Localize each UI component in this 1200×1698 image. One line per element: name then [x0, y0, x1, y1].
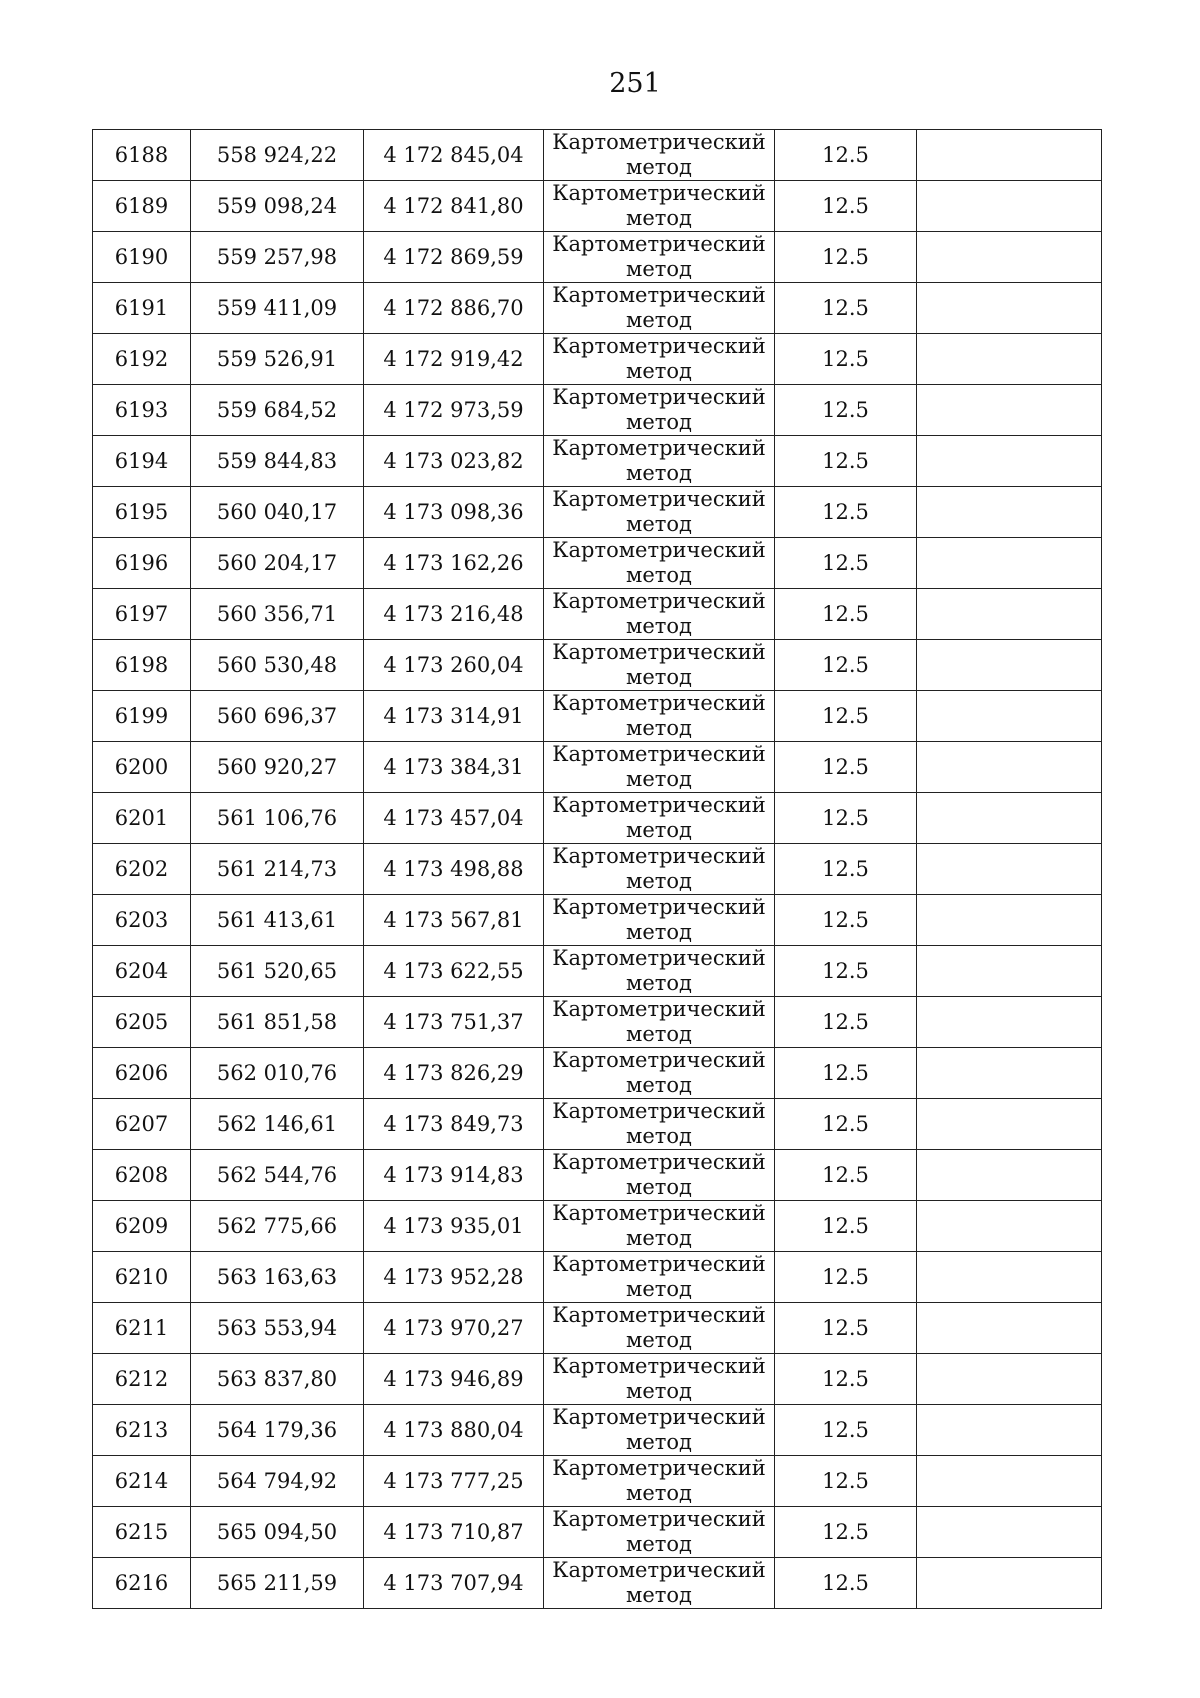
method-line-1: Картометрический [552, 130, 766, 154]
y-coordinate-cell: 4 172 886,70 [364, 283, 544, 334]
method-line-1: Картометрический [552, 691, 766, 715]
method-line-2: метод [626, 767, 692, 791]
page-number: 251 [609, 68, 661, 99]
method-line-1: Картометрический [552, 1201, 766, 1225]
point-number-cell: 6199 [93, 691, 191, 742]
method-line-2: метод [626, 1022, 692, 1046]
method-cell [544, 1558, 775, 1609]
table-row [93, 946, 1102, 997]
empty-cell [917, 1354, 1102, 1405]
method-line-1: Картометрический [552, 385, 766, 409]
precision-cell: 12.5 [775, 640, 917, 691]
empty-cell [917, 946, 1102, 997]
y-coordinate-cell: 4 173 384,31 [364, 742, 544, 793]
method-line-1: Картометрический [552, 997, 766, 1021]
method-line-2: метод [626, 563, 692, 587]
empty-cell [917, 1456, 1102, 1507]
y-coordinate-cell: 4 173 457,04 [364, 793, 544, 844]
method-line-1: Картометрический [552, 436, 766, 460]
y-coordinate-cell: 4 173 707,94 [364, 1558, 544, 1609]
point-number-cell: 6195 [93, 487, 191, 538]
method-line-1: Картометрический [552, 181, 766, 205]
method-line-1: Картометрический [552, 589, 766, 613]
y-coordinate-cell: 4 172 845,04 [364, 130, 544, 181]
method-line-1: Картометрический [552, 1150, 766, 1174]
table-row [93, 130, 1102, 181]
method-line-2: метод [626, 257, 692, 281]
precision-cell: 12.5 [775, 1456, 917, 1507]
empty-cell [917, 1405, 1102, 1456]
y-coordinate-cell: 4 172 869,59 [364, 232, 544, 283]
table-row [93, 1456, 1102, 1507]
precision-cell: 12.5 [775, 538, 917, 589]
method-line-1: Картометрический [552, 1405, 766, 1429]
precision-cell: 12.5 [775, 436, 917, 487]
table-row [93, 1558, 1102, 1609]
table-row [93, 742, 1102, 793]
method-cell [544, 1201, 775, 1252]
table-row [93, 895, 1102, 946]
point-number-cell: 6215 [93, 1507, 191, 1558]
precision-cell: 12.5 [775, 1252, 917, 1303]
precision-cell: 12.5 [775, 334, 917, 385]
y-coordinate-cell: 4 173 023,82 [364, 436, 544, 487]
method-line-2: метод [626, 1124, 692, 1148]
table-row [93, 1150, 1102, 1201]
method-cell [544, 436, 775, 487]
x-coordinate-cell: 561 520,65 [191, 946, 364, 997]
point-number-cell: 6191 [93, 283, 191, 334]
precision-cell: 12.5 [775, 997, 917, 1048]
point-number-cell: 6201 [93, 793, 191, 844]
point-number-cell: 6203 [93, 895, 191, 946]
y-coordinate-cell: 4 172 919,42 [364, 334, 544, 385]
precision-cell: 12.5 [775, 793, 917, 844]
empty-cell [917, 1201, 1102, 1252]
precision-cell: 12.5 [775, 895, 917, 946]
precision-cell: 12.5 [775, 181, 917, 232]
x-coordinate-cell: 562 146,61 [191, 1099, 364, 1150]
empty-cell [917, 1252, 1102, 1303]
precision-cell: 12.5 [775, 487, 917, 538]
coordinates-table-body [93, 130, 1102, 1609]
table-row [93, 538, 1102, 589]
method-cell [544, 640, 775, 691]
method-cell [544, 1405, 775, 1456]
table-row [93, 1048, 1102, 1099]
precision-cell: 12.5 [775, 1507, 917, 1558]
precision-cell: 12.5 [775, 1201, 917, 1252]
method-line-2: метод [626, 869, 692, 893]
method-line-1: Картометрический [552, 283, 766, 307]
method-cell [544, 385, 775, 436]
method-line-2: метод [626, 818, 692, 842]
y-coordinate-cell: 4 173 098,36 [364, 487, 544, 538]
method-line-1: Картометрический [552, 895, 766, 919]
empty-cell [917, 793, 1102, 844]
point-number-cell: 6190 [93, 232, 191, 283]
method-cell [544, 793, 775, 844]
method-line-2: метод [626, 308, 692, 332]
precision-cell: 12.5 [775, 1405, 917, 1456]
precision-cell: 12.5 [775, 691, 917, 742]
precision-cell: 12.5 [775, 1303, 917, 1354]
precision-cell: 12.5 [775, 1354, 917, 1405]
method-cell [544, 487, 775, 538]
x-coordinate-cell: 558 924,22 [191, 130, 364, 181]
method-cell [544, 181, 775, 232]
x-coordinate-cell: 565 094,50 [191, 1507, 364, 1558]
precision-cell: 12.5 [775, 232, 917, 283]
method-cell [544, 1048, 775, 1099]
precision-cell: 12.5 [775, 1099, 917, 1150]
x-coordinate-cell: 560 696,37 [191, 691, 364, 742]
x-coordinate-cell: 561 106,76 [191, 793, 364, 844]
method-line-1: Картометрический [552, 1252, 766, 1276]
method-line-2: метод [626, 512, 692, 536]
precision-cell: 12.5 [775, 1048, 917, 1099]
x-coordinate-cell: 560 920,27 [191, 742, 364, 793]
method-cell [544, 742, 775, 793]
point-number-cell: 6209 [93, 1201, 191, 1252]
empty-cell [917, 640, 1102, 691]
empty-cell [917, 1303, 1102, 1354]
table-row [93, 1354, 1102, 1405]
method-line-1: Картометрический [552, 742, 766, 766]
empty-cell [917, 844, 1102, 895]
point-number-cell: 6202 [93, 844, 191, 895]
x-coordinate-cell: 560 356,71 [191, 589, 364, 640]
empty-cell [917, 895, 1102, 946]
table-row [93, 844, 1102, 895]
empty-cell [917, 1099, 1102, 1150]
y-coordinate-cell: 4 173 751,37 [364, 997, 544, 1048]
method-line-2: метод [626, 1583, 692, 1607]
method-line-1: Картометрический [552, 232, 766, 256]
method-line-2: метод [626, 716, 692, 740]
point-number-cell: 6197 [93, 589, 191, 640]
table-row [93, 1201, 1102, 1252]
y-coordinate-cell: 4 173 216,48 [364, 589, 544, 640]
method-line-2: метод [626, 614, 692, 638]
point-number-cell: 6204 [93, 946, 191, 997]
table-row [93, 232, 1102, 283]
x-coordinate-cell: 561 851,58 [191, 997, 364, 1048]
table-row [93, 283, 1102, 334]
x-coordinate-cell: 562 010,76 [191, 1048, 364, 1099]
y-coordinate-cell: 4 173 880,04 [364, 1405, 544, 1456]
table-row [93, 436, 1102, 487]
x-coordinate-cell: 561 214,73 [191, 844, 364, 895]
y-coordinate-cell: 4 173 952,28 [364, 1252, 544, 1303]
method-line-2: метод [626, 1073, 692, 1097]
empty-cell [917, 997, 1102, 1048]
y-coordinate-cell: 4 173 970,27 [364, 1303, 544, 1354]
method-cell [544, 1507, 775, 1558]
method-cell [544, 283, 775, 334]
empty-cell [917, 1507, 1102, 1558]
method-cell [544, 691, 775, 742]
method-cell [544, 895, 775, 946]
table-row [93, 1507, 1102, 1558]
point-number-cell: 6188 [93, 130, 191, 181]
x-coordinate-cell: 564 179,36 [191, 1405, 364, 1456]
empty-cell [917, 487, 1102, 538]
method-line-2: метод [626, 971, 692, 995]
method-cell [544, 538, 775, 589]
precision-cell: 12.5 [775, 283, 917, 334]
y-coordinate-cell: 4 173 162,26 [364, 538, 544, 589]
method-line-2: метод [626, 1379, 692, 1403]
empty-cell [917, 1558, 1102, 1609]
table-row [93, 1303, 1102, 1354]
x-coordinate-cell: 559 526,91 [191, 334, 364, 385]
empty-cell [917, 1150, 1102, 1201]
x-coordinate-cell: 565 211,59 [191, 1558, 364, 1609]
method-line-2: метод [626, 1328, 692, 1352]
point-number-cell: 6194 [93, 436, 191, 487]
empty-cell [917, 130, 1102, 181]
empty-cell [917, 589, 1102, 640]
y-coordinate-cell: 4 173 935,01 [364, 1201, 544, 1252]
method-line-1: Картометрический [552, 1507, 766, 1531]
table-row [93, 1405, 1102, 1456]
x-coordinate-cell: 559 684,52 [191, 385, 364, 436]
empty-cell [917, 691, 1102, 742]
method-line-2: метод [626, 1481, 692, 1505]
method-line-1: Картометрический [552, 1456, 766, 1480]
method-line-1: Картометрический [552, 1303, 766, 1327]
precision-cell: 12.5 [775, 385, 917, 436]
method-line-2: метод [626, 1430, 692, 1454]
point-number-cell: 6189 [93, 181, 191, 232]
precision-cell: 12.5 [775, 946, 917, 997]
method-line-2: метод [626, 665, 692, 689]
empty-cell [917, 385, 1102, 436]
x-coordinate-cell: 561 413,61 [191, 895, 364, 946]
y-coordinate-cell: 4 172 841,80 [364, 181, 544, 232]
method-cell [544, 232, 775, 283]
method-cell [544, 1150, 775, 1201]
table-row [93, 1252, 1102, 1303]
precision-cell: 12.5 [775, 1150, 917, 1201]
method-line-2: метод [626, 359, 692, 383]
method-cell [544, 946, 775, 997]
method-cell [544, 130, 775, 181]
empty-cell [917, 283, 1102, 334]
point-number-cell: 6196 [93, 538, 191, 589]
method-cell [544, 844, 775, 895]
point-number-cell: 6216 [93, 1558, 191, 1609]
x-coordinate-cell: 560 530,48 [191, 640, 364, 691]
x-coordinate-cell: 559 257,98 [191, 232, 364, 283]
x-coordinate-cell: 564 794,92 [191, 1456, 364, 1507]
y-coordinate-cell: 4 172 973,59 [364, 385, 544, 436]
precision-cell: 12.5 [775, 589, 917, 640]
empty-cell [917, 742, 1102, 793]
y-coordinate-cell: 4 173 914,83 [364, 1150, 544, 1201]
method-line-2: метод [626, 206, 692, 230]
method-line-1: Картометрический [552, 1099, 766, 1123]
table-row [93, 1099, 1102, 1150]
method-line-1: Картометрический [552, 844, 766, 868]
method-line-2: метод [626, 410, 692, 434]
method-cell [544, 1354, 775, 1405]
empty-cell [917, 181, 1102, 232]
precision-cell: 12.5 [775, 844, 917, 895]
table-row [93, 997, 1102, 1048]
method-cell [544, 1099, 775, 1150]
x-coordinate-cell: 559 844,83 [191, 436, 364, 487]
table-row [93, 487, 1102, 538]
y-coordinate-cell: 4 173 498,88 [364, 844, 544, 895]
empty-cell [917, 334, 1102, 385]
x-coordinate-cell: 559 411,09 [191, 283, 364, 334]
method-line-1: Картометрический [552, 487, 766, 511]
point-number-cell: 6206 [93, 1048, 191, 1099]
table-row [93, 589, 1102, 640]
x-coordinate-cell: 563 837,80 [191, 1354, 364, 1405]
y-coordinate-cell: 4 173 314,91 [364, 691, 544, 742]
empty-cell [917, 232, 1102, 283]
method-line-1: Картометрический [552, 640, 766, 664]
method-cell [544, 1252, 775, 1303]
x-coordinate-cell: 559 098,24 [191, 181, 364, 232]
x-coordinate-cell: 563 553,94 [191, 1303, 364, 1354]
method-cell [544, 589, 775, 640]
method-line-2: метод [626, 1175, 692, 1199]
y-coordinate-cell: 4 173 260,04 [364, 640, 544, 691]
table-row [93, 385, 1102, 436]
method-cell [544, 1303, 775, 1354]
method-cell [544, 997, 775, 1048]
table-row [93, 640, 1102, 691]
point-number-cell: 6207 [93, 1099, 191, 1150]
method-line-2: метод [626, 920, 692, 944]
y-coordinate-cell: 4 173 777,25 [364, 1456, 544, 1507]
point-number-cell: 6214 [93, 1456, 191, 1507]
method-line-2: метод [626, 155, 692, 179]
y-coordinate-cell: 4 173 826,29 [364, 1048, 544, 1099]
y-coordinate-cell: 4 173 946,89 [364, 1354, 544, 1405]
method-line-2: метод [626, 1226, 692, 1250]
empty-cell [917, 436, 1102, 487]
precision-cell: 12.5 [775, 742, 917, 793]
empty-cell [917, 1048, 1102, 1099]
precision-cell: 12.5 [775, 130, 917, 181]
table-row [93, 334, 1102, 385]
method-cell [544, 334, 775, 385]
method-line-2: метод [626, 1532, 692, 1556]
method-line-1: Картометрический [552, 1048, 766, 1072]
y-coordinate-cell: 4 173 622,55 [364, 946, 544, 997]
method-line-1: Картометрический [552, 793, 766, 817]
table-row [93, 181, 1102, 232]
y-coordinate-cell: 4 173 567,81 [364, 895, 544, 946]
x-coordinate-cell: 560 040,17 [191, 487, 364, 538]
point-number-cell: 6205 [93, 997, 191, 1048]
y-coordinate-cell: 4 173 849,73 [364, 1099, 544, 1150]
method-line-1: Картометрический [552, 1558, 766, 1582]
precision-cell: 12.5 [775, 1558, 917, 1609]
point-number-cell: 6210 [93, 1252, 191, 1303]
empty-cell [917, 538, 1102, 589]
x-coordinate-cell: 560 204,17 [191, 538, 364, 589]
method-line-1: Картометрический [552, 1354, 766, 1378]
method-line-1: Картометрический [552, 946, 766, 970]
x-coordinate-cell: 563 163,63 [191, 1252, 364, 1303]
method-line-1: Картометрический [552, 538, 766, 562]
method-line-2: метод [626, 461, 692, 485]
x-coordinate-cell: 562 775,66 [191, 1201, 364, 1252]
table-row [93, 793, 1102, 844]
x-coordinate-cell: 562 544,76 [191, 1150, 364, 1201]
method-cell [544, 1456, 775, 1507]
point-number-cell: 6193 [93, 385, 191, 436]
point-number-cell: 6198 [93, 640, 191, 691]
point-number-cell: 6211 [93, 1303, 191, 1354]
coordinates-table [92, 129, 1102, 1609]
point-number-cell: 6212 [93, 1354, 191, 1405]
method-line-1: Картометрический [552, 334, 766, 358]
y-coordinate-cell: 4 173 710,87 [364, 1507, 544, 1558]
point-number-cell: 6200 [93, 742, 191, 793]
method-line-2: метод [626, 1277, 692, 1301]
point-number-cell: 6192 [93, 334, 191, 385]
point-number-cell: 6213 [93, 1405, 191, 1456]
table-row [93, 691, 1102, 742]
point-number-cell: 6208 [93, 1150, 191, 1201]
